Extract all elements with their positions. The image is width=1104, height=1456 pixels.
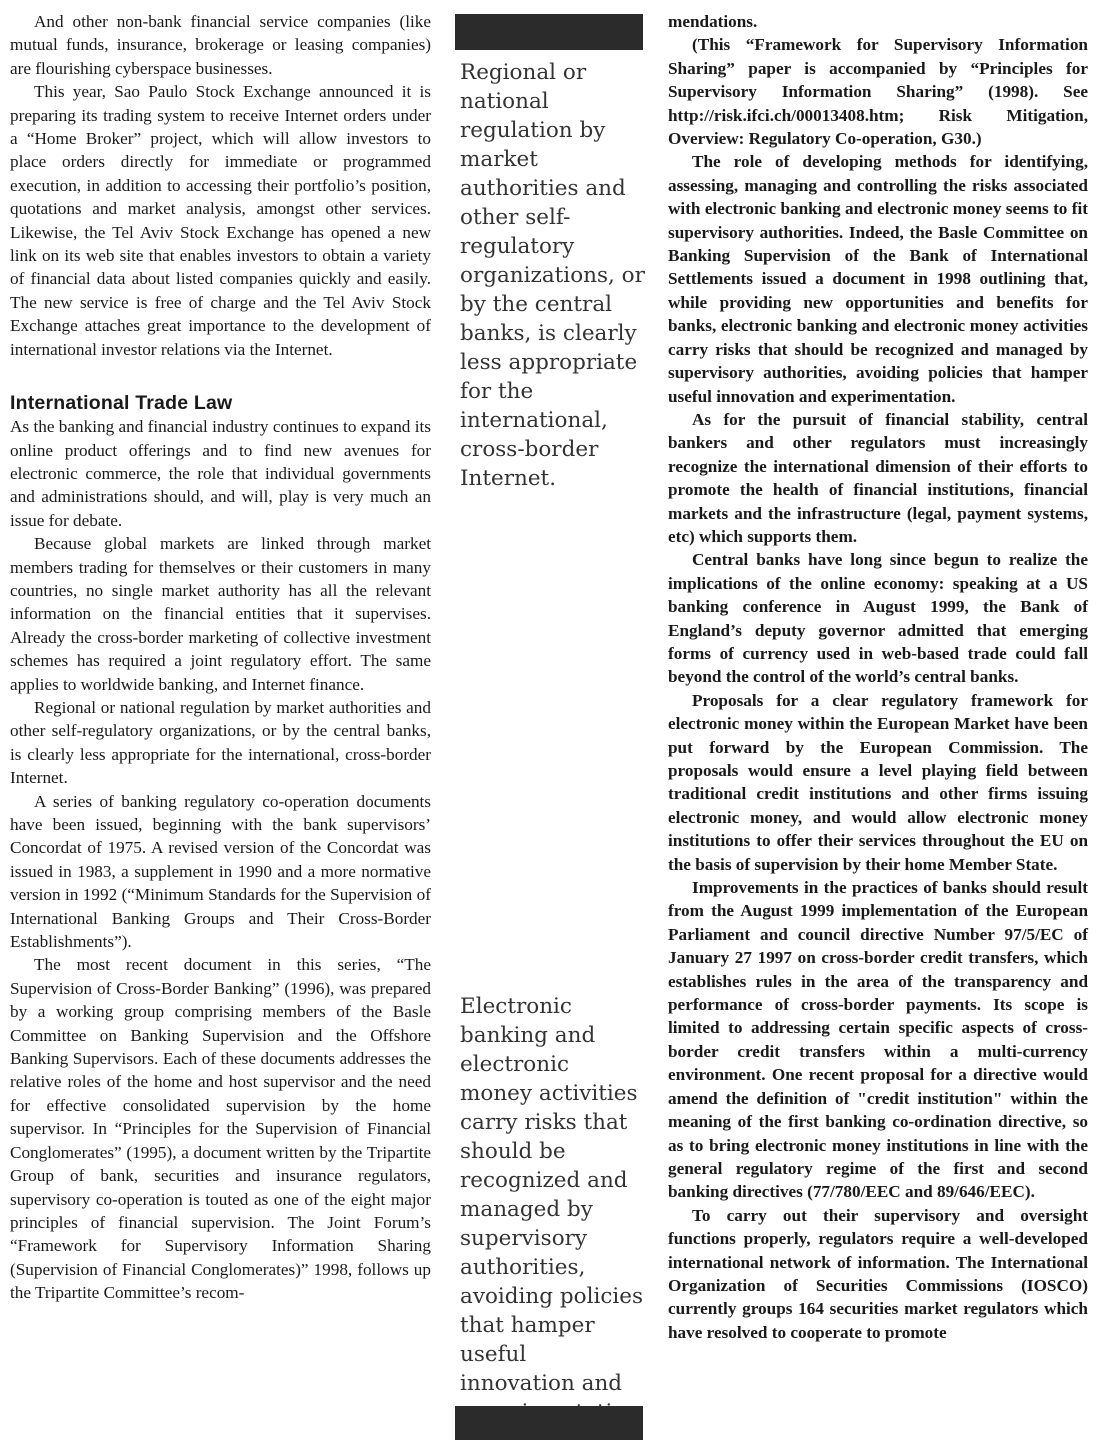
paragraph: Improvements in the practices of banks should result from the August 1999 implementation of the European Parliament and council directive Number 97/5/EC of January 27 1997 on cross-border credit transfers, which establishes rules in the area of the transparency and performance of cross-border payments. Its scope is limited to addressing certain specific aspects of cross-border credit transfers within a multi-currency environment. One recent proposal for a directive would amend the definition of "credit institution" within the meaning of the first banking co-ordination directive, so as to bring electronic money institutions in line with the general regulatory regime of the first and second banking directives (77/780/EEC and 89/646/EEC).: [668, 878, 1088, 1202]
pull-quote-top-bar: [455, 14, 643, 50]
paragraph: The role of developing methods for identifying, assessing, managing and controlling the risks associated with electronic banking and electronic money seems to fit supervisory authorities. Indeed, the Basle Committee on Banking Supervision of the Bank of International Settlements issued a document in 1998 outlining that, while providing new opportunities and benefits for banks, electronic banking and electronic money activities carry risks that should be recognized and managed by supervisory authorities, avoiding policies that hamper useful innovation and experimentation.: [668, 152, 1088, 406]
paragraph: As the banking and financial industry continues to expand its online product offerings and to find new avenues for electronic commerce, the role that individual governments and administrations should, and will, play is very much an issue for debate.: [10, 417, 431, 530]
paragraph: To carry out their supervisory and oversight functions properly, regulators require a well-developed international network of information. The International Organization of Securities Commissions (IOSCO) currently groups 164 securities market regulators which have resolved to cooperate to promote: [668, 1205, 1088, 1342]
paragraph: (This “Framework for Supervisory Information Sharing” paper is accompanied by “Principles for Supervisory Information Sharing” (1998). See http://risk.ifci.ch/00013408.htm; Risk Mitigation, Overview: Regulatory Co-operation, G30.): [668, 35, 1088, 149]
section-heading: International Trade Law: [10, 392, 233, 415]
paragraph: The most recent document in this series, “The Supervision of Cross-Border Banking” (1996), was prepared by a working group comprising members of the Basle Committee on Banking Supervision and the Offshore Banking Supervisors. Each of these documents addresses the relative roles of the home and host supervisor and the need for effective consolidated supervision by the home supervisor. In “Principles for the Supervision of Financial Conglomerates” (1995), a document written by the Tripartite Group of bank, securities and insurance regulators, supervisory co-operation is touted as one of the eight major principles of financial supervision. The Joint Forum’s “Framework for Supervisory Information Sharing (Supervision of Financial Conglomerates)” 1998, follows up the Tripartite Committee’s recom-: [10, 955, 431, 1303]
paragraph-continuation: mendations.: [668, 12, 758, 31]
paragraph: As for the pursuit of financial stability, central bankers and other regulators must increasingly recognize the international dimension of their efforts to promote the health of financial institutions, financial markets and the infrastructure (legal, payment systems, etc) which supports them.: [668, 409, 1088, 546]
pull-quote-bottom: Electronic banking and electronic money activities carry risks that should be recognized and managed by supervisory authorities, avoiding policies that hamper useful innovation and: [460, 994, 644, 1396]
pull-quote-top: Regional or national regulation by market authorities and other self-regulatory organizations, or by the central banks, is clearly less appropriate for the international, cross-border Internet.: [460, 60, 645, 491]
paragraph: And other non-bank financial service companies (like mutual funds, insurance, brokerage or leasing companies) are flourishing cyberspace businesses.: [10, 12, 431, 78]
paragraph: A series of banking regulatory co-operation documents have been issued, beginning with the bank supervisors’ Concordat of 1975. A revised version of the Concordat was issued in 1983, a supplement in 1990 and a more normative version in 1992 (“Minimum Standards for the Supervision of International Banking Groups and Their Cross-Border Establishments”).: [10, 791, 431, 952]
pull-quote-bottom-bar: [455, 1406, 643, 1440]
paragraph: Central banks have long since begun to realize the implications of the online economy: speaking at a US banking conference in August 1999, the Bank of England’s deputy governor admitted that emerging forms of currency used in web-based trade could fall beyond the control of the world’s central banks.: [668, 550, 1088, 687]
paragraph: Proposals for a clear regulatory framework for electronic money within the European Market have been put forward by the European Commission. The proposals would ensure a level playing field between traditional credit institutions and other firms issuing electronic money, and would allow electronic money institutions to offer their services throughout the EU on the basis of supervision by their home Member State.: [668, 690, 1088, 874]
right-column: [668, 10, 1088, 1344]
paragraph: Regional or national regulation by market authorities and other self-regulatory organizations, or by the central banks, is clearly less appropriate for the international, cross-border Internet.: [10, 697, 431, 788]
paragraph: This year, Sao Paulo Stock Exchange announced it is preparing its trading system to receive Internet orders under a “Home Broker” project, which will allow investors to place orders directly for immediate or programmed execution, in addition to accessing their portfolio’s position, quotations and market analysis, amongst other services. Likewise, the Tel Aviv Stock Exchange has opened a new link on its web site that enables investors to obtain a variety of financial data about listed companies quickly and easily. The new service is free of charge and the Tel Aviv Stock Exchange attaches great importance to the development of international investor relations via the Internet.: [10, 82, 431, 359]
paragraph: Because global markets are linked through market members trading for themselves or their customers in many countries, no single market authority has all the relevant information on the financial entities that it supervises. Already the cross-border marketing of collective investment schemes has required a joint regulatory effort. The same applies to worldwide banking, and Internet finance.: [10, 534, 431, 694]
left-column: [10, 10, 431, 1305]
